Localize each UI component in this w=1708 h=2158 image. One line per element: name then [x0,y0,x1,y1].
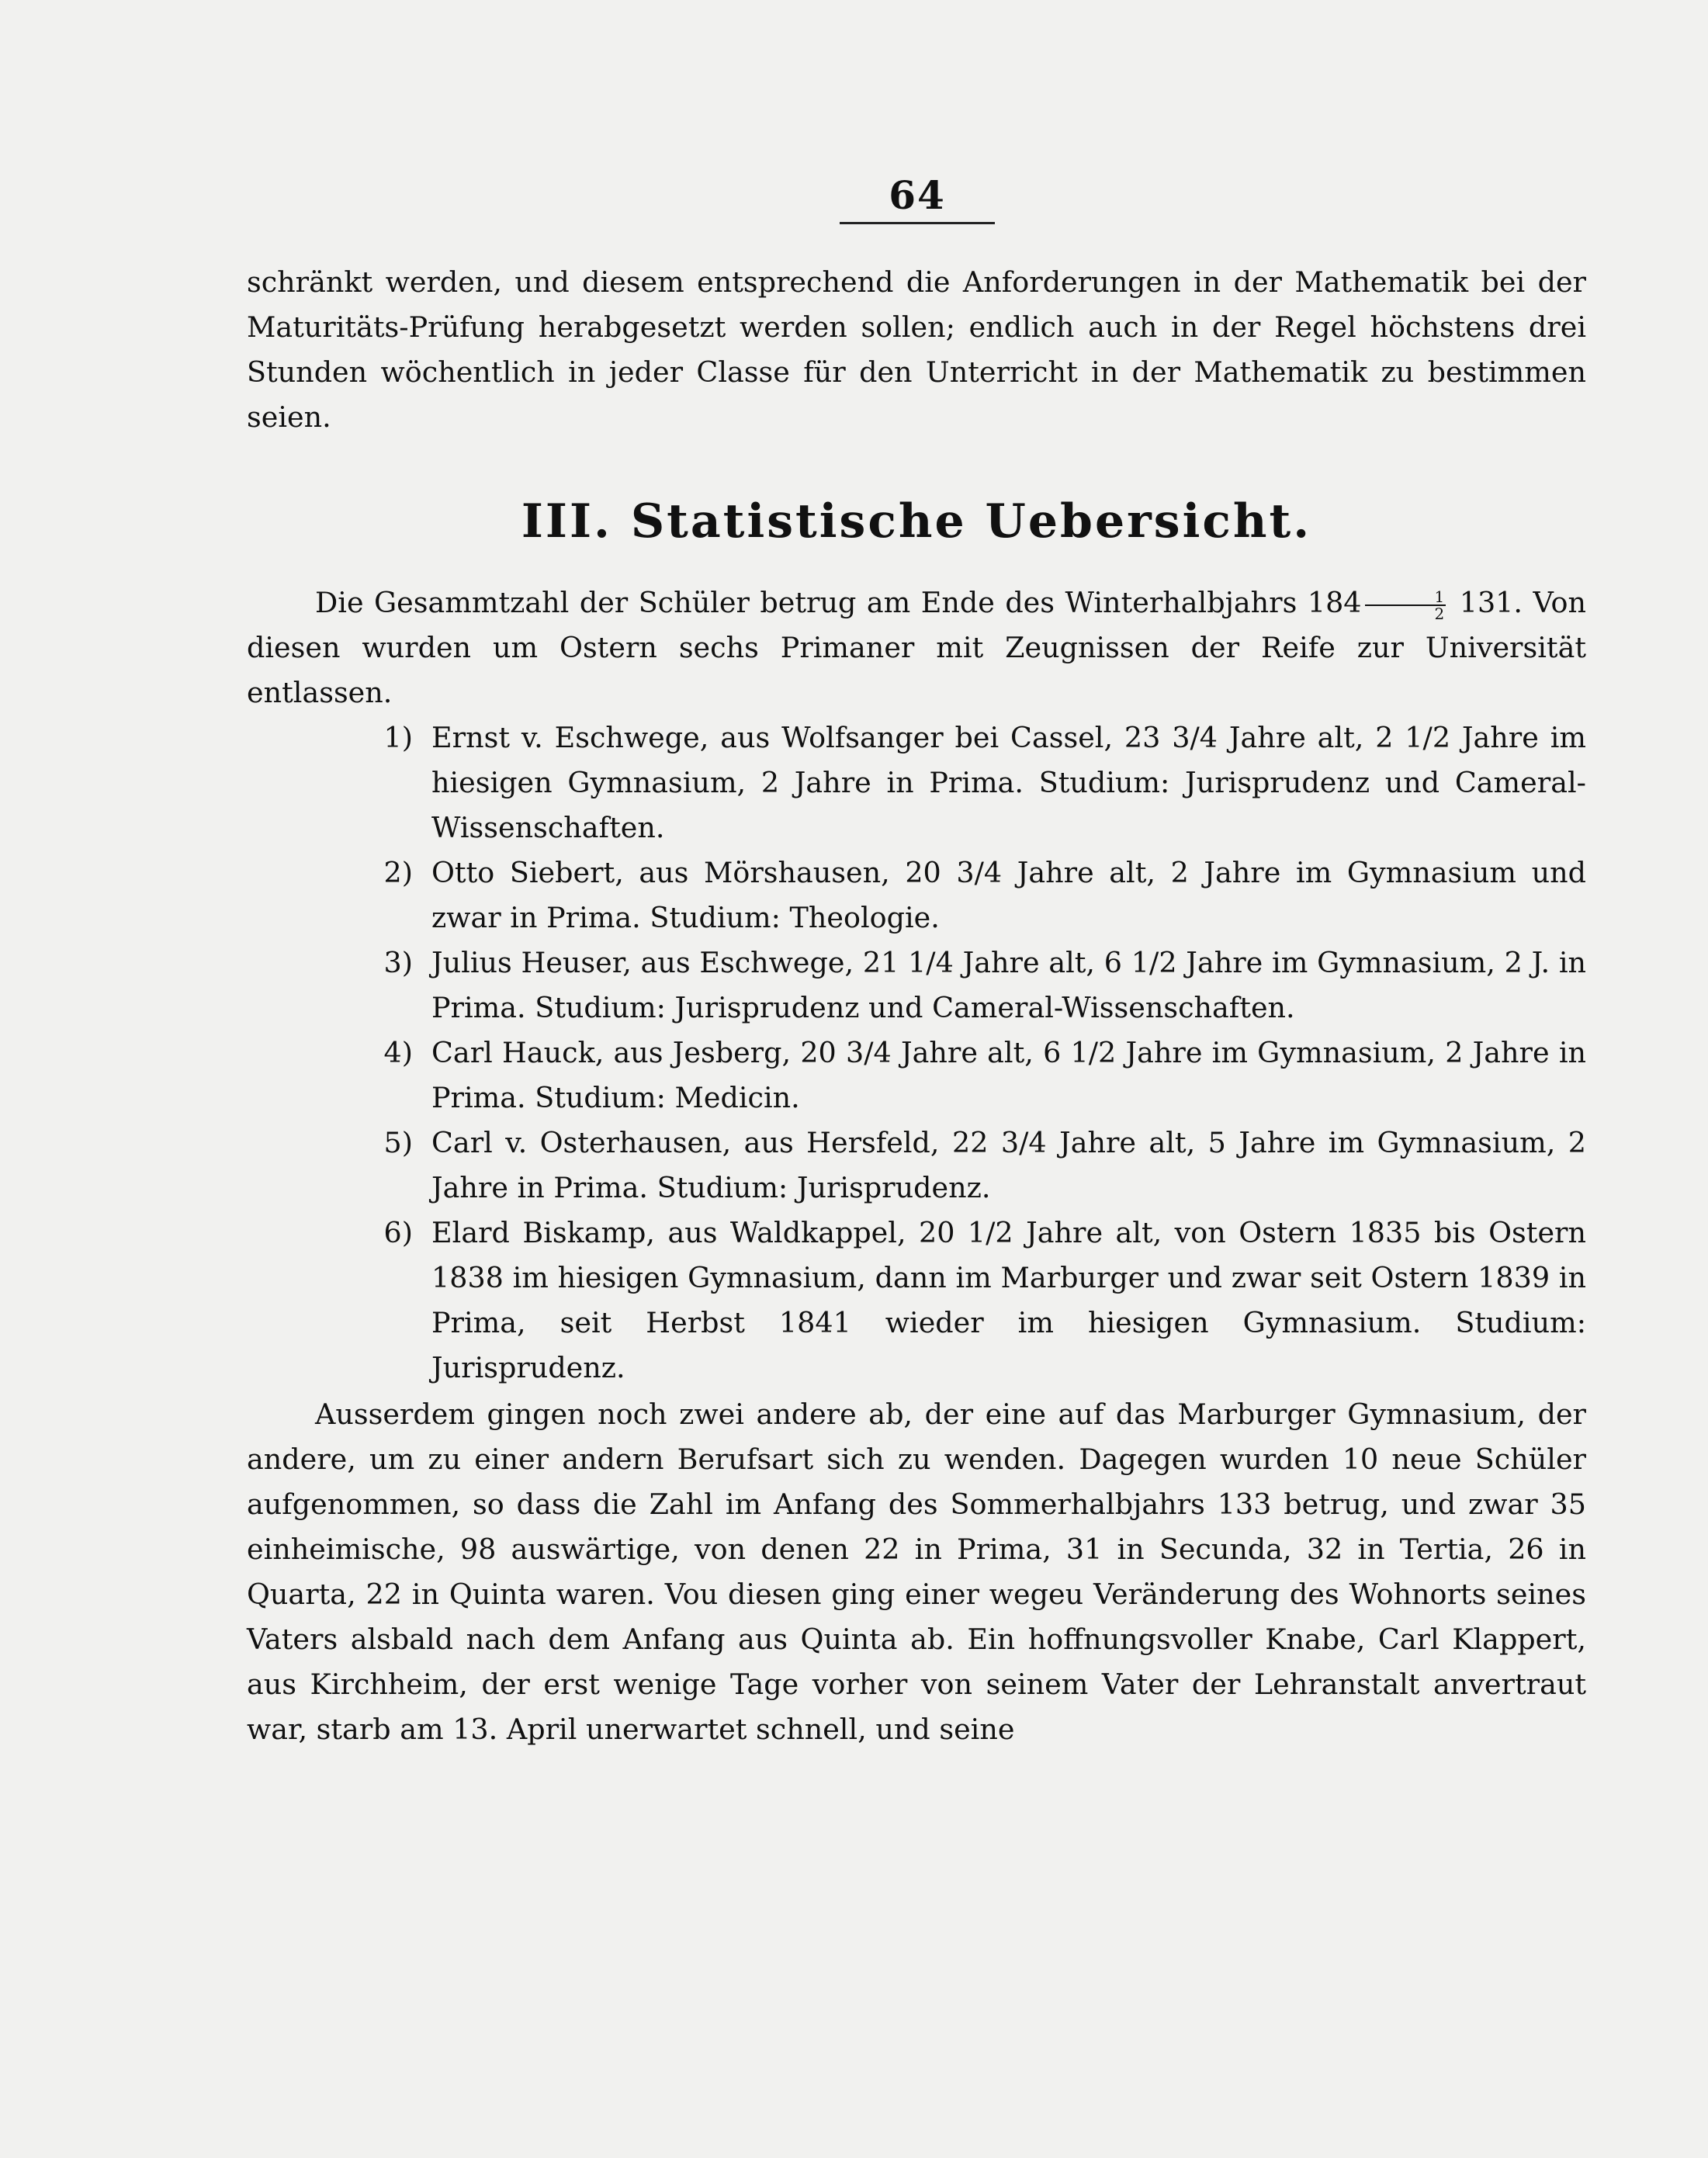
paragraph-2-text [247,580,1586,715]
list-item-text: Carl Hauck, aus Jesberg, 20 3/4 Jahre alt, 6 1/2 Jahre im Gymnasium, 2 Jahre in Prima. Studium: Medicin. [431,1036,1586,1114]
paragraph-1-text: schränkt werden, und diesem entsprechend die Anforderungen in der Mathematik bei der Maturitäts-Prüfung herabgesetzt werden sollen; endlich auch in der Regel höchstens drei Stunden wöchentlich in jeder Classe für den Unterricht in der Mathematik zu bestimmen seien. [247,265,1586,434]
list-item-text: Julius Heuser, aus Eschwege, 21 1/4 Jahre alt, 6 1/2 Jahre im Gymnasium, 2 J. in Prima. Studium: Jurisprudenz und Cameral-Wissenschaften. [431,946,1586,1024]
list-item-number: 3) [383,946,413,979]
list-item [247,715,1586,850]
list-item-number: 4) [383,1036,413,1069]
list-item-number: 5) [383,1126,413,1159]
list-item [247,940,1586,1031]
list-item-text: Otto Siebert, aus Mörshausen, 20 3/4 Jahre alt, 2 Jahre im Gymnasium und zwar in Prima. Studium: Theologie. [431,856,1586,934]
list-item-text: Elard Biskamp, aus Waldkappel, 20 1/2 Jahre alt, von Ostern 1835 bis Ostern 1838 im hiesigen Gymnasium, dann im Marburger und zwar seit Ostern 1839 in Prima, seit Herbst 1841 wieder im hiesigen Gymnasium. Studium: Jurisprudenz. [431,1216,1586,1384]
fraction-denominator: 2 [1434,604,1445,623]
section-heading: III. Statistische Uebersicht. [521,494,1312,549]
list-item [247,1031,1586,1121]
paragraph-3-text: Ausserdem gingen noch zwei andere ab, der eine auf das Marburger Gymnasium, der andere, um zu einer andern Berufsart sich zu wenden. Dagegen wurden 10 neue Schüler aufgenommen, so dass die Zahl im Anfang des Sommerhalbjahrs 133 betrug, und zwar 35 einheimische, 98 auswärtige, von denen 22 in Prima, 31 in Secunda, 32 in Tertia, 26 in Quarta, 22 in Quinta waren. Vou diesen ging einer wegeu Veränderung des Wohnorts seines Vaters alsbald nach dem Anfang aus Quinta ab. Ein hoffnungsvoller Knabe, Carl Klappert, aus Kirchheim, der erst wenige Tage vorher von seinem Vater der Lehranstalt anvertraut war, starb am 13. April unerwartet schnell, und seine [247,1398,1586,1746]
paragraph-2-after: 131. Von diesen wurden um Ostern sechs Primaner mit Zeugnissen der Reife zur Universität entlassen. [247,586,1586,709]
list-item [247,850,1586,940]
list-item-number: 2) [383,856,413,889]
list-item-number: 6) [383,1216,413,1249]
paragraph-3 [247,1392,1586,1752]
list-item-number: 1) [383,721,413,754]
page-number: 64 [889,172,946,218]
page-number-rule [840,222,995,224]
list-item-text: Carl v. Osterhausen, aus Hersfeld, 22 3/4 Jahre alt, 5 Jahre im Gymnasium, 2 Jahre in Prima. Studium: Jurisprudenz. [431,1126,1586,1204]
list-item [247,1211,1586,1391]
fraction [1365,589,1446,622]
paragraph-2-before: Die Gesammtzahl der Schüler betrug am Ende des Winterhalbjahrs 184 [315,586,1362,619]
list-item [247,1121,1586,1211]
paragraph-1 [247,260,1586,440]
fraction-numerator: 1 [1365,589,1446,606]
paragraph-2 [247,580,1586,715]
graduate-list [247,715,1586,1391]
list-item-text: Ernst v. Eschwege, aus Wolfsanger bei Cassel, 23 3/4 Jahre alt, 2 1/2 Jahre im hiesigen Gymnasium, 2 Jahre in Prima. Studium: Jurisprudenz und Cameral-Wissenschaften. [431,721,1586,844]
